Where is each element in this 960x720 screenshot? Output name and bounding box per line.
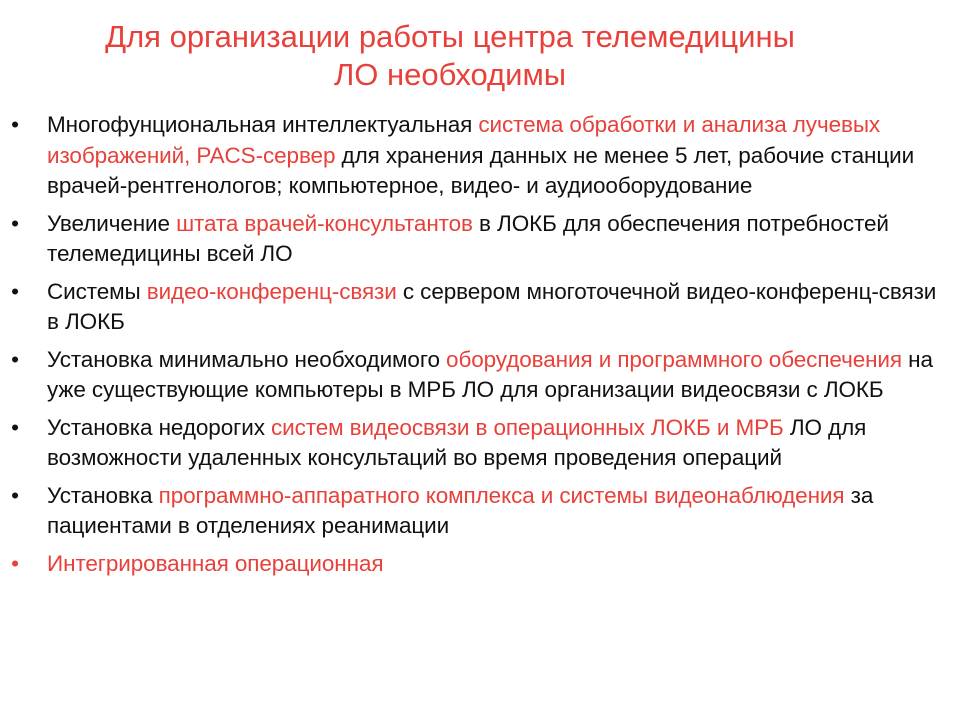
bullet-icon: •	[11, 112, 19, 137]
bullet-text: ЛО для возможности удаленных консультаций во время проведения операций	[47, 414, 867, 470]
bullet-highlight: программно-аппаратного комплекса и системы видеонаблюдения	[158, 482, 845, 508]
bullet-item-5	[0, 413, 960, 474]
title-line-2: ЛО необходимы	[333, 57, 567, 92]
bullet-item-7	[0, 549, 960, 580]
bullet-icon: •	[11, 414, 19, 440]
bullet-icon: •	[11, 482, 19, 508]
bullet-icon: •	[11, 210, 19, 236]
bullet-text: Установка недорогих	[47, 414, 271, 440]
bullet-item-4	[0, 345, 960, 406]
title-line-1: Для организации работы центра телемедицины	[105, 19, 795, 54]
bullet-item-2	[0, 209, 960, 270]
bullet-text: за пациентами в отделениях реанимации	[47, 482, 874, 538]
bullet-highlight: штата врачей-консультантов	[176, 210, 473, 236]
bullet-text: на уже существующие компьютеры в МРБ ЛО для организации видеосвязи с ЛОКБ	[47, 346, 933, 402]
bullet-icon: •	[11, 278, 19, 304]
bullet-highlight: Интегрированная операционная	[47, 550, 384, 576]
bullet-text: Системы	[47, 278, 147, 304]
bullet-highlight: система обработки и анализа лучевых изображений, PACS-сервер	[47, 112, 881, 168]
bullet-text: с сервером многоточечной видео-конференц-связи в ЛОКБ	[47, 278, 937, 334]
bullet-text: для хранения данных не менее 5 лет, рабочие станции врачей-рентгенологов; компьютерное, видео- и аудиооборудование	[47, 142, 915, 198]
bullet-item-1	[0, 110, 960, 202]
bullet-text: Многофунциональная интеллектуальная	[47, 112, 479, 137]
bullet-highlight: видео-конференц-связи	[146, 278, 397, 304]
bullet-item-3	[0, 277, 960, 338]
bullet-text: в ЛОКБ для обеспечения потребностей телемедицины всей ЛО	[47, 210, 889, 266]
bullet-text: Установка	[47, 482, 159, 508]
bullet-list	[0, 110, 960, 586]
bullet-text: Увеличение	[47, 210, 177, 236]
bullet-item-6	[0, 481, 960, 542]
bullet-highlight: систем видеосвязи в операционных ЛОКБ и МРБ	[271, 414, 784, 440]
bullet-text: Установка минимально необходимого	[47, 346, 447, 372]
bullet-icon: •	[11, 550, 19, 576]
bullet-highlight: оборудования и программного обеспечения	[446, 346, 902, 372]
bullet-icon: •	[11, 346, 19, 372]
slide-title	[20, 18, 880, 94]
